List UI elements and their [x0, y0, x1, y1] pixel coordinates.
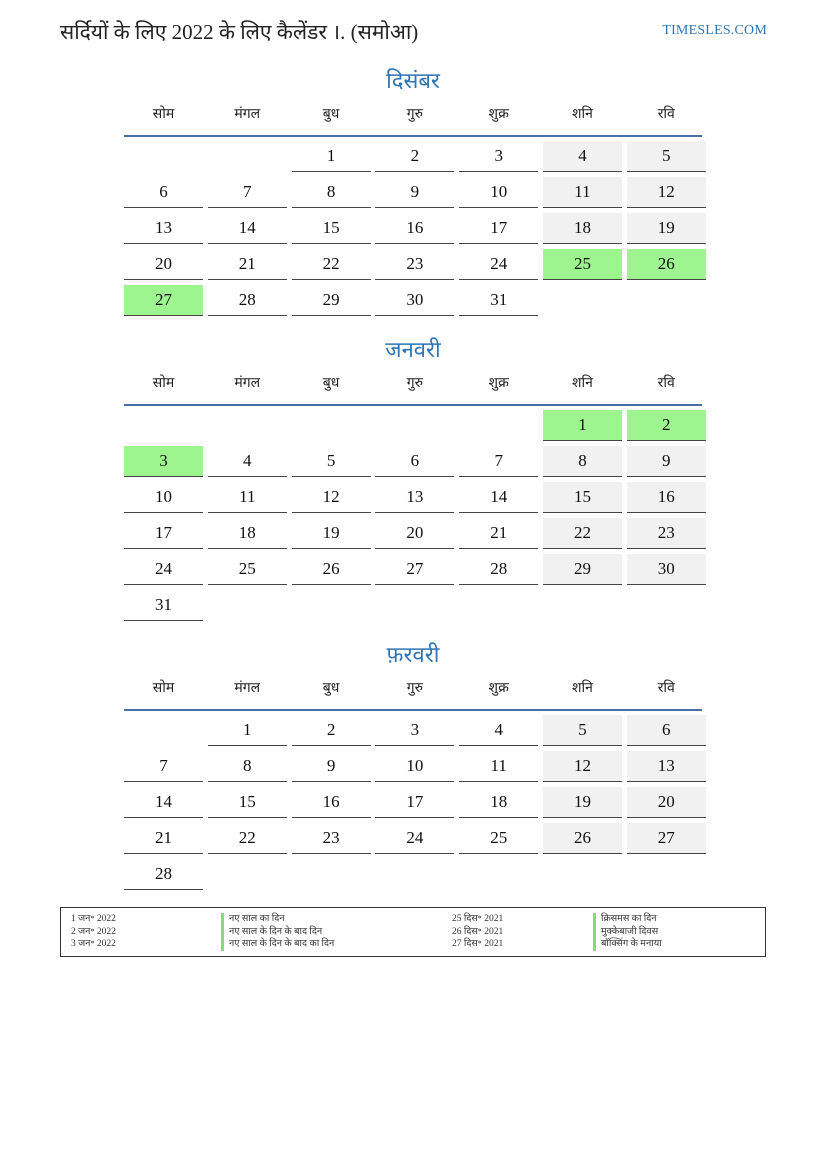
holiday-legend: [60, 907, 766, 957]
legend-left-dates: [71, 913, 116, 951]
day-cell: 6: [375, 446, 454, 477]
day-cell: 13: [124, 213, 203, 244]
day-cell: 24: [459, 249, 538, 280]
weekday-header: [124, 369, 702, 406]
day-cell: 4: [208, 446, 287, 477]
weekday-label: रवि: [657, 681, 675, 696]
weekday-label: बुध: [322, 376, 340, 391]
day-cell: 7: [208, 177, 287, 208]
holiday-day-cell: 2: [627, 410, 706, 441]
day-cell: 23: [375, 249, 454, 280]
day-cell: 9: [292, 751, 371, 782]
day-cell: 24: [124, 554, 203, 585]
legend-date: 26 दिस॰ 2021: [452, 926, 504, 937]
holiday-day-cell: 27: [124, 285, 203, 316]
day-cell: 10: [375, 751, 454, 782]
day-cell: 26: [292, 554, 371, 585]
day-cell: 9: [375, 177, 454, 208]
day-cell: 21: [208, 249, 287, 280]
day-cell: 12: [627, 177, 706, 208]
legend-holiday-name: नए साल के दिन के बाद का दिन: [221, 938, 334, 951]
day-cell: 4: [543, 141, 622, 172]
day-cell: 19: [292, 518, 371, 549]
day-cell: 4: [459, 715, 538, 746]
day-cell: 19: [627, 213, 706, 244]
day-cell: 13: [627, 751, 706, 782]
day-cell: 7: [124, 751, 203, 782]
month-title: जनवरी: [385, 337, 441, 362]
day-cell: 31: [459, 285, 538, 316]
day-grid: [124, 141, 702, 316]
weekday-label: रवि: [657, 376, 675, 391]
day-cell: 20: [627, 787, 706, 818]
empty-cell: [208, 141, 287, 171]
day-cell: 27: [375, 554, 454, 585]
day-cell: 23: [292, 823, 371, 854]
day-cell: 16: [375, 213, 454, 244]
holiday-day-cell: 1: [543, 410, 622, 441]
weekday-label: मंगल: [234, 681, 261, 696]
day-cell: 29: [543, 554, 622, 585]
day-cell: 28: [124, 859, 203, 890]
day-grid: [124, 410, 702, 621]
empty-cell: [208, 410, 287, 440]
day-cell: 18: [459, 787, 538, 818]
legend-holiday-name: मुक्केबाजी दिवस: [593, 926, 662, 939]
day-cell: 14: [208, 213, 287, 244]
day-cell: 3: [375, 715, 454, 746]
day-cell: 31: [124, 590, 203, 621]
day-cell: 22: [543, 518, 622, 549]
day-cell: 21: [459, 518, 538, 549]
day-cell: 14: [124, 787, 203, 818]
day-cell: 25: [208, 554, 287, 585]
month-title: दिसंबर: [386, 68, 440, 93]
legend-holiday-name: क्रिसमस का दिन: [593, 913, 662, 926]
holiday-day-cell: 26: [627, 249, 706, 280]
legend-date: 3 जन॰ 2022: [71, 939, 116, 949]
weekday-label: मंगल: [234, 376, 261, 391]
weekday-label: गुरु: [406, 681, 424, 696]
day-cell: 18: [208, 518, 287, 549]
day-cell: 13: [375, 482, 454, 513]
day-cell: 30: [627, 554, 706, 585]
legend-holiday-name: नए साल के दिन के बाद दिन: [221, 926, 334, 939]
weekday-label: बुध: [322, 107, 340, 122]
day-cell: 5: [292, 446, 371, 477]
day-cell: 8: [208, 751, 287, 782]
weekday-label: बुध: [322, 681, 340, 696]
day-cell: 6: [124, 177, 203, 208]
legend-right-names: [593, 913, 662, 951]
holiday-day-cell: 3: [124, 446, 203, 477]
weekday-label: सोम: [152, 376, 175, 391]
day-cell: 28: [208, 285, 287, 316]
day-cell: 29: [292, 285, 371, 316]
holiday-day-cell: 25: [543, 249, 622, 280]
day-cell: 24: [375, 823, 454, 854]
empty-cell: [292, 410, 371, 440]
day-cell: 2: [292, 715, 371, 746]
weekday-label: शुक्र: [488, 681, 509, 696]
legend-date: 27 दिस॰ 2021: [452, 939, 504, 949]
empty-cell: [124, 410, 203, 440]
weekday-header: [124, 674, 702, 711]
day-cell: 22: [208, 823, 287, 854]
day-cell: 12: [292, 482, 371, 513]
weekday-label: मंगल: [234, 107, 261, 122]
weekday-header: [124, 100, 702, 137]
day-cell: 3: [459, 141, 538, 172]
weekday-label: रवि: [657, 107, 675, 122]
empty-cell: [459, 410, 538, 440]
day-cell: 15: [543, 482, 622, 513]
empty-cell: [124, 141, 203, 171]
legend-date: 2 जन॰ 2022: [71, 926, 116, 937]
weekday-label: शुक्र: [488, 107, 509, 122]
weekday-label: सोम: [152, 107, 175, 122]
day-cell: 16: [292, 787, 371, 818]
legend-holiday-name: बॉक्सिंग के मनाया: [593, 938, 662, 951]
month-february: [124, 640, 702, 890]
weekday-label: सोम: [152, 681, 175, 696]
day-cell: 15: [292, 213, 371, 244]
empty-cell: [375, 410, 454, 440]
month-december: [124, 66, 702, 316]
day-cell: 11: [543, 177, 622, 208]
day-cell: 16: [627, 482, 706, 513]
day-cell: 28: [459, 554, 538, 585]
weekday-label: शनि: [572, 681, 593, 696]
day-cell: 17: [124, 518, 203, 549]
legend-date: 1 जन॰ 2022: [71, 914, 116, 924]
day-cell: 1: [208, 715, 287, 746]
page-title: सर्दियों के लिए 2022 के लिए कैलेंडर ।. (समोआ): [60, 20, 419, 44]
month-title: फ़रवरी: [386, 642, 440, 667]
day-grid: [124, 715, 702, 890]
day-cell: 15: [208, 787, 287, 818]
day-cell: 7: [459, 446, 538, 477]
month-january: [124, 335, 702, 621]
weekday-label: शुक्र: [488, 376, 509, 391]
day-cell: 10: [459, 177, 538, 208]
legend-right-dates: [452, 913, 503, 951]
day-cell: 22: [292, 249, 371, 280]
day-cell: 30: [375, 285, 454, 316]
legend-left-names: [221, 913, 334, 951]
weekday-label: गुरु: [406, 107, 424, 122]
day-cell: 12: [543, 751, 622, 782]
day-cell: 26: [543, 823, 622, 854]
day-cell: 17: [375, 787, 454, 818]
day-cell: 8: [543, 446, 622, 477]
weekday-label: शनि: [572, 376, 593, 391]
day-cell: 14: [459, 482, 538, 513]
brand-link[interactable]: TIMESLES.COM: [662, 23, 767, 38]
weekday-label: शनि: [572, 107, 593, 122]
day-cell: 6: [627, 715, 706, 746]
day-cell: 20: [375, 518, 454, 549]
empty-cell: [124, 715, 203, 745]
day-cell: 23: [627, 518, 706, 549]
legend-date: 25 दिस॰ 2021: [452, 914, 504, 924]
day-cell: 2: [375, 141, 454, 172]
day-cell: 1: [292, 141, 371, 172]
day-cell: 11: [208, 482, 287, 513]
day-cell: 8: [292, 177, 371, 208]
day-cell: 21: [124, 823, 203, 854]
day-cell: 5: [543, 715, 622, 746]
weekday-label: गुरु: [406, 376, 424, 391]
legend-holiday-name: नए साल का दिन: [221, 913, 334, 926]
day-cell: 25: [459, 823, 538, 854]
day-cell: 9: [627, 446, 706, 477]
day-cell: 10: [124, 482, 203, 513]
day-cell: 18: [543, 213, 622, 244]
day-cell: 19: [543, 787, 622, 818]
day-cell: 20: [124, 249, 203, 280]
day-cell: 11: [459, 751, 538, 782]
day-cell: 27: [627, 823, 706, 854]
day-cell: 5: [627, 141, 706, 172]
day-cell: 17: [459, 213, 538, 244]
